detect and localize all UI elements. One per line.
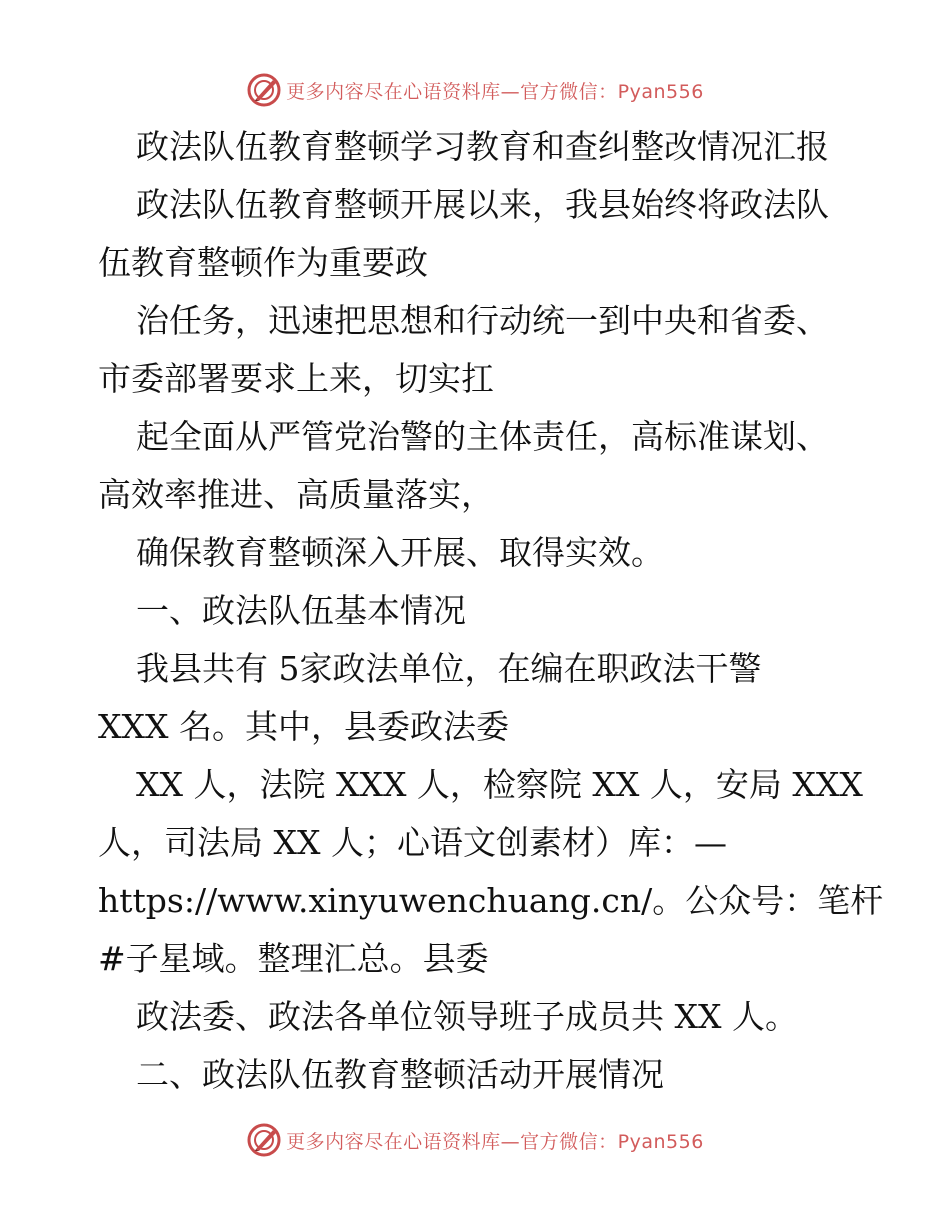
text-line: 确保教育整顿深入开展、取得实效。	[136, 533, 664, 572]
text-line: 人，司法局 XX 人；心语文创素材）库：—	[98, 823, 727, 862]
document-title: 政法队伍教育整顿学习教育和查纠整改情况汇报	[136, 127, 829, 166]
watermark-text: 更多内容尽在心语资料库—官方微信：Pyan556	[286, 80, 704, 103]
text-line: 我县共有 5家政法单位，在编在职政法干警	[136, 649, 762, 688]
text-line: 市委部署要求上来，切实扛	[98, 359, 494, 398]
text-line: 二、政法队伍教育整顿活动开展情况	[136, 1055, 664, 1094]
text-line: 政法委、政法各单位领导班子成员共 XX 人。	[136, 997, 798, 1036]
text-line: 伍教育整顿作为重要政	[98, 243, 428, 282]
text-line: XXX 名。其中，县委政法委	[98, 707, 509, 746]
text-line: 治任务，迅速把思想和行动统一到中央和省委、	[136, 301, 829, 340]
text-line: 一、政法队伍基本情况	[136, 591, 466, 630]
watermark-text: 更多内容尽在心语资料库—官方微信：Pyan556	[286, 1130, 704, 1153]
document-body	[98, 118, 884, 1104]
footer-watermark	[0, 1118, 950, 1162]
header-watermark	[0, 68, 950, 112]
text-line: 高效率推进、高质量落实，	[98, 475, 494, 514]
text-line: 起全面从严管党治警的主体责任，高标准谋划、	[136, 417, 829, 456]
text-line: 政法队伍教育整顿开展以来，我县始终将政法队	[136, 185, 829, 224]
text-line: XX 人，法院 XXX 人，检察院 XX 人，安局 XXX	[136, 765, 863, 804]
pen-logo-icon	[246, 1122, 282, 1158]
text-line: https://www.xinyuwenchuang.cn/。公众号：笔杆	[98, 881, 884, 920]
pen-logo-icon	[246, 72, 282, 108]
text-line: #子星域。整理汇总。县委	[98, 939, 489, 978]
